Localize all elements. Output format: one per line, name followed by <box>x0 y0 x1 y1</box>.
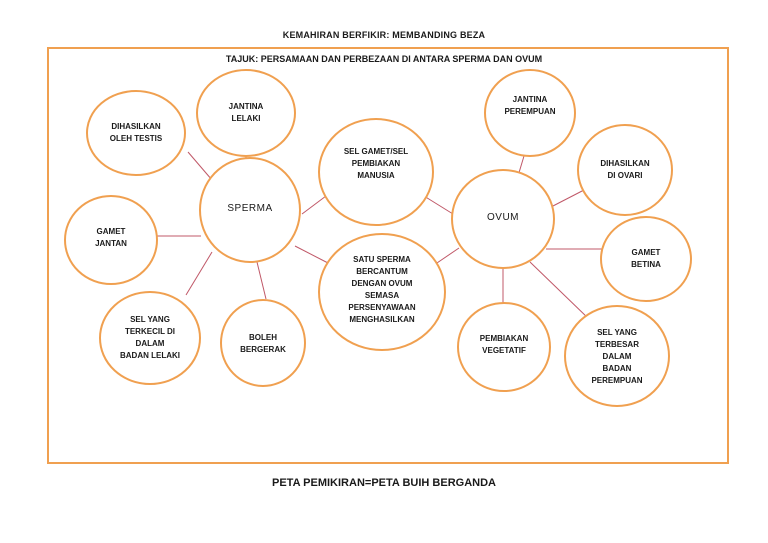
label-sperma-jantina: JANTINA LELAKI <box>228 102 264 123</box>
label-sperma-bergerak: BOLEH BERGERAK <box>240 333 286 354</box>
connector-sperma-sim2 <box>295 246 328 263</box>
label-ovum-jantina: JANTINA PEREMPUAN <box>504 95 556 116</box>
label-ovum-vegetatif: PEMBIAKAN VEGETATIF <box>479 334 529 355</box>
connector-sperma-sel <box>186 252 212 295</box>
connector-sperma-bergerak <box>257 262 266 299</box>
label-ovum-perempuan: SEL YANG TERBESAR DALAM BADAN PEREMPUAN <box>591 328 643 385</box>
connector-ovum-perempuan <box>530 262 590 320</box>
label-ovum-ovari: DIHASILKAN DI OVARI <box>600 159 650 180</box>
label-sperma: SPERMA <box>227 203 273 214</box>
label-sperma-testis: DIHASILKAN OLEH TESTIS <box>109 122 163 143</box>
connector-ovum-sim1 <box>424 196 453 214</box>
label-similarity-1: SEL GAMET/SEL PEMBIAKAN MANUSIA <box>343 147 409 180</box>
label-ovum: OVUM <box>487 212 519 223</box>
connector-ovum-ovari <box>551 190 584 207</box>
diagram-caption: PETA PEMIKIRAN=PETA BUIH BERGANDA <box>272 477 496 489</box>
label-sperma-sel: SEL YANG TERKECIL DI DALAM BADAN LELAKI <box>120 315 180 360</box>
connector-ovum-sim2 <box>434 248 459 265</box>
label-sperma-gamet: GAMET JANTAN <box>95 227 127 248</box>
label-ovum-betina: GAMET BETINA <box>631 248 661 269</box>
connector-sperma-sim1 <box>302 196 326 214</box>
diagram-heading: KEMAHIRAN BERFIKIR: MEMBANDING BEZA <box>282 30 486 40</box>
connector-sperma-testis <box>188 152 212 180</box>
diagram-topic: TAJUK: PERSAMAAN DAN PERBEZAAN DI ANTARA SPERMA DAN OVUM <box>225 54 543 64</box>
label-similarity-2: SATU SPERMA BERCANTUM DENGAN OVUM SEMASA PERSENYAWAAN MENGHASILKAN <box>348 255 416 324</box>
